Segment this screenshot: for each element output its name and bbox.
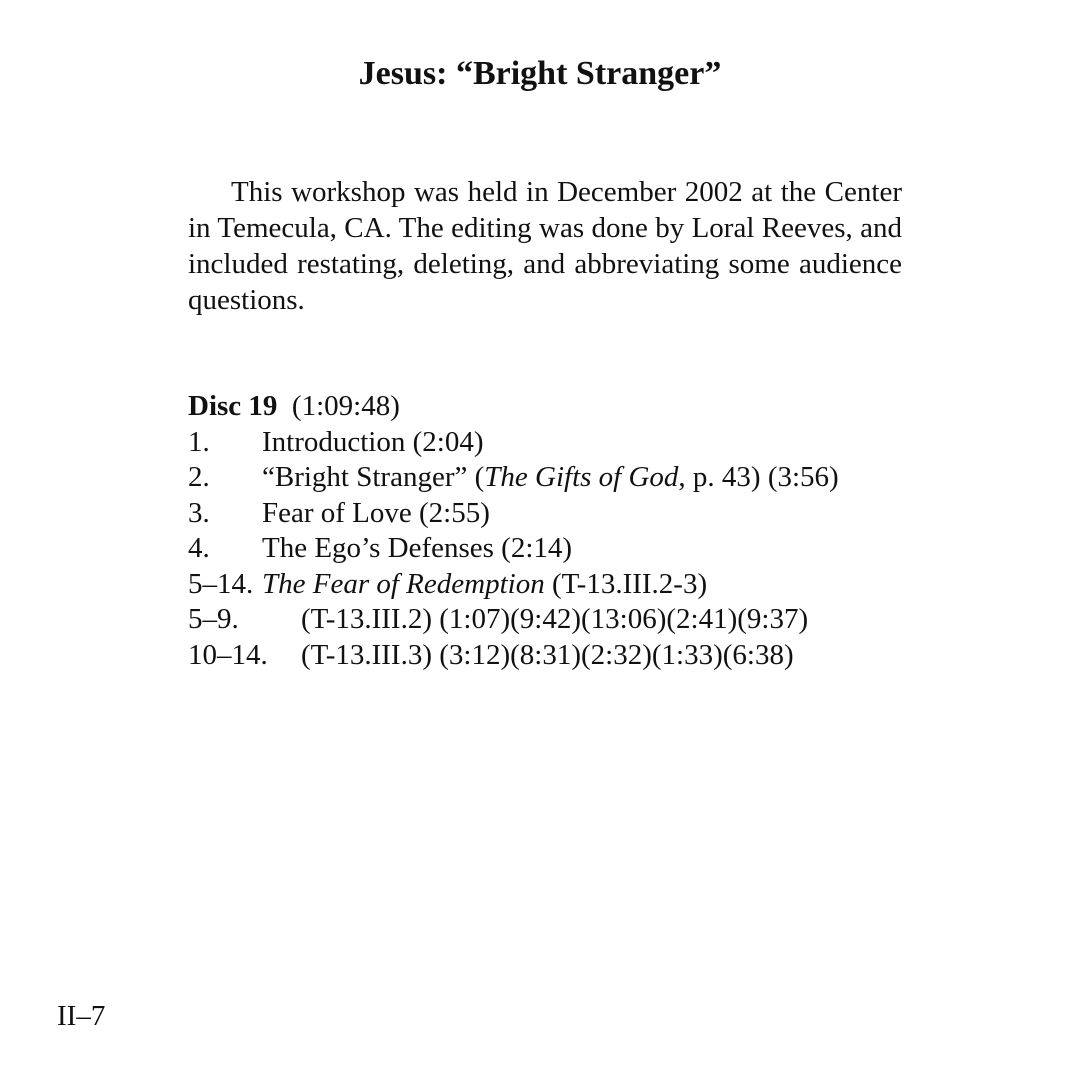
disc-label: Disc 19 (188, 390, 278, 422)
track-number: 2. (188, 461, 210, 493)
track-item (188, 638, 948, 674)
page-title: Jesus: “Bright Stranger” (358, 55, 722, 92)
track-number: 5–14. (188, 567, 254, 600)
track-item (188, 460, 948, 496)
disc-duration: (1:09:48) (291, 390, 400, 422)
track-item (188, 425, 948, 461)
track-item (188, 531, 948, 567)
page-number: II–7 (57, 1000, 106, 1032)
track-number: 10–14. (188, 638, 268, 671)
track-title: (T-13.III.2) (1:07)(9:42)(13:06)(2:41)(9:37) (301, 603, 809, 635)
disc-heading (188, 389, 948, 425)
track-number: 3. (188, 496, 210, 529)
intro-paragraph: This workshop was held in December 2002 at the Center in Temecula, CA. The editing was done by Loral Reeves, and included restating, deleting, and abbreviating some audience questions. (188, 176, 902, 316)
disc-track-list (188, 389, 948, 673)
section-title: The Fear of Redemption (262, 567, 545, 600)
track-title: The Ego’s Defenses (2:14) (262, 532, 573, 564)
track-title: Fear of Love (2:55) (262, 496, 490, 529)
track-item (188, 602, 948, 638)
track-item (188, 567, 948, 603)
track-title: (T-13.III.3) (3:12)(8:31)(2:32)(1:33)(6:38) (301, 638, 794, 671)
track-number: 4. (188, 532, 210, 564)
track-number: 5–9. (188, 603, 239, 635)
track-number: 1. (188, 425, 210, 458)
track-title: “Bright Stranger” (The Gifts of God, p. 43) (3:56) (262, 461, 839, 493)
book-title: The Gifts of God (484, 461, 679, 493)
track-title: The Fear of Redemption (T-13.III.2-3) (262, 567, 708, 600)
track-item (188, 496, 948, 532)
track-title: Introduction (2:04) (262, 425, 484, 458)
